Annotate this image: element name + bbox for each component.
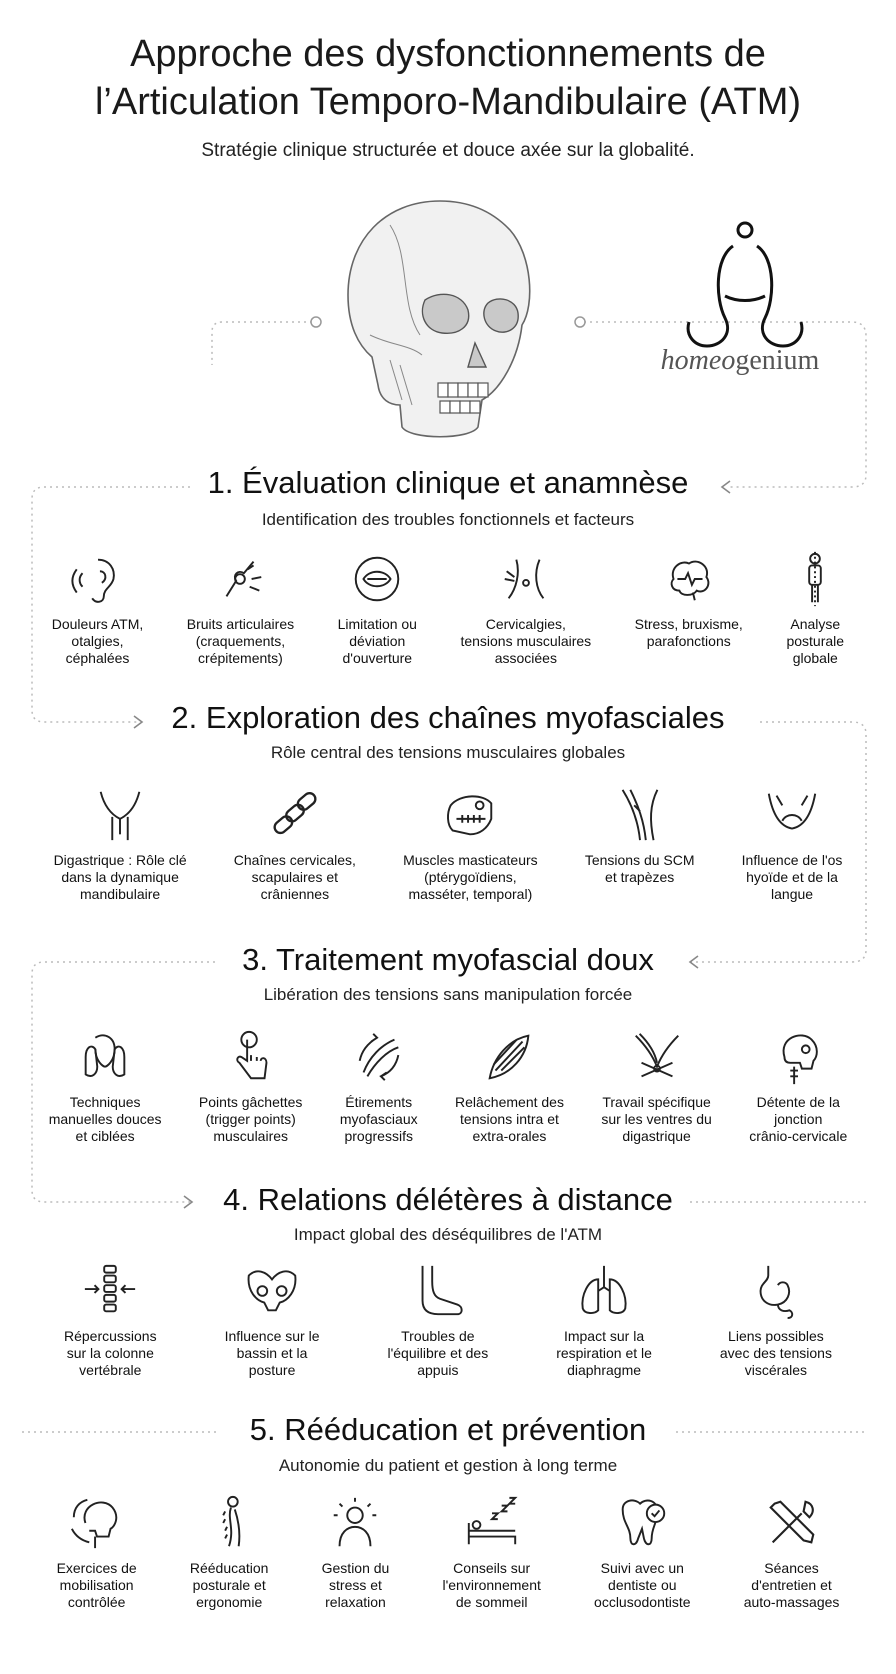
list-item	[190, 1494, 269, 1611]
list-item	[744, 1494, 840, 1611]
item-label: Relâchement des tensions intra et extra-orales	[455, 1094, 564, 1144]
item-label: Points gâchettes (trigger points) musculaires	[198, 1094, 303, 1144]
list-item	[322, 1494, 390, 1611]
list-item	[460, 550, 591, 667]
item-label: Liens possibles avec des tensions viscérales	[719, 1328, 832, 1378]
list-item	[455, 1028, 564, 1145]
title-line-1: Approche des dysfonctionnements de	[130, 33, 766, 75]
mouth-icon	[348, 550, 406, 608]
skull-illustration	[330, 195, 550, 445]
list-item	[601, 1028, 712, 1145]
item-label: Influence sur le bassin et la posture	[224, 1328, 320, 1378]
list-item	[556, 1262, 652, 1379]
list-item	[403, 786, 538, 903]
muscle-icon	[480, 1028, 538, 1086]
item-label: Étirements myofasciaux progressifs	[339, 1094, 418, 1144]
hyoid-icon	[763, 786, 821, 844]
list-item	[749, 1028, 847, 1145]
item-label: Limitation ou déviation d'ouverture	[337, 616, 417, 666]
list-item	[64, 1262, 157, 1379]
section-3-subtitle: Libération des tensions sans manipulation forcée	[263, 985, 633, 1004]
item-label: Conseils sur l'environnement de sommeil	[442, 1560, 541, 1610]
neck-icon	[497, 550, 555, 608]
sleep-icon	[463, 1494, 521, 1552]
list-item	[57, 1494, 137, 1611]
head-exercise-icon	[68, 1494, 126, 1552]
page-title	[0, 30, 896, 126]
item-label: Impact sur la respiration et le diaphragme	[556, 1328, 652, 1378]
posture-icon	[786, 550, 844, 608]
list-item	[635, 550, 743, 667]
digastric-icon	[628, 1028, 686, 1086]
section-2-items	[30, 786, 866, 903]
spine-icon	[81, 1262, 139, 1320]
list-item	[338, 550, 417, 667]
list-item	[594, 1494, 691, 1611]
stretch-icon	[350, 1028, 408, 1086]
item-label: Digastrique : Rôle clé dans la dynamique mandibulaire	[53, 852, 187, 902]
finger-press-icon	[222, 1028, 280, 1086]
item-label: Détente de la jonction crânio-cervicale	[749, 1094, 848, 1144]
item-label: Suivi avec un dentiste ou occlusodontiste	[594, 1560, 691, 1610]
item-label: Rééducation posturale et ergonomie	[189, 1560, 269, 1610]
chain-icon	[266, 786, 324, 844]
item-label: Exercices de mobilisation contrôlée	[56, 1560, 137, 1610]
item-label: Influence de l'os hyoïde et de la langue	[741, 852, 843, 902]
skull-profile-icon	[769, 1028, 827, 1086]
jaw-icon	[441, 786, 499, 844]
logo-word-rest: genium	[735, 345, 820, 376]
list-item	[720, 1262, 832, 1379]
tooth-check-icon	[613, 1494, 671, 1552]
tools-icon	[763, 1494, 821, 1552]
section-3-items	[30, 1028, 866, 1145]
item-label: Muscles masticateurs (ptérygoïdiens, masséter, temporal)	[403, 852, 538, 902]
relax-icon	[326, 1494, 384, 1552]
logo-wordmark	[640, 345, 840, 377]
item-label: Stress, bruxisme, parafonctions	[634, 616, 743, 649]
section-3-title: 3. Traitement myofascial doux	[242, 942, 654, 977]
throat-icon	[91, 786, 149, 844]
list-item	[49, 1028, 162, 1145]
joint-noise-icon	[211, 550, 269, 608]
list-item	[234, 786, 356, 903]
list-item	[786, 550, 844, 667]
section-5-items	[30, 1494, 866, 1611]
logo-word-italic: homeo	[660, 345, 736, 376]
pelvis-icon	[243, 1262, 301, 1320]
item-label: Séances d'entretien et auto-massages	[743, 1560, 840, 1610]
list-item	[225, 1262, 320, 1379]
brain-icon	[660, 550, 718, 608]
item-label: Tensions du SCM et trapèzes	[584, 852, 695, 885]
list-item	[52, 550, 144, 667]
item-label: Douleurs ATM, otalgies, céphalées	[51, 616, 144, 666]
item-label: Analyse posturale globale	[786, 616, 845, 666]
stomach-icon	[747, 1262, 805, 1320]
section-1-items	[30, 550, 866, 667]
ear-icon	[69, 550, 127, 608]
spine-posture-icon	[200, 1494, 258, 1552]
title-line-2: l’Articulation Temporo-Mandibulaire (ATM)	[94, 81, 802, 123]
lungs-icon	[575, 1262, 633, 1320]
section-5-title: 5. Rééducation et prévention	[249, 1412, 647, 1447]
hands-icon	[76, 1028, 134, 1086]
list-item	[187, 550, 294, 667]
list-item	[54, 786, 187, 903]
item-label: Répercussions sur la colonne vertébrale	[63, 1328, 157, 1378]
section-4-title: 4. Relations délétères à distance	[223, 1182, 673, 1217]
item-label: Cervicalgies, tensions musculaires associées	[460, 616, 592, 666]
section-1-subtitle: Identification des troubles fonctionnels et facteurs	[261, 510, 635, 529]
section-5-subtitle: Autonomie du patient et gestion à long terme	[278, 1456, 618, 1475]
item-label: Bruits articulaires (craquements, crépitements)	[186, 616, 295, 666]
item-label: Chaînes cervicales, scapulaires et crâniennes	[233, 852, 356, 902]
item-label: Travail spécifique sur les ventres du digastrique	[601, 1094, 712, 1144]
page-subtitle: Stratégie clinique structurée et douce axée sur la globalité.	[201, 140, 695, 161]
section-2-subtitle: Rôle central des tensions musculaires globales	[270, 743, 626, 762]
foot-icon	[409, 1262, 467, 1320]
item-label: Gestion du stress et relaxation	[321, 1560, 390, 1610]
item-label: Troubles de l'équilibre et des appuis	[387, 1328, 489, 1378]
list-item	[387, 1262, 488, 1379]
list-item	[742, 786, 843, 903]
item-label: Techniques manuelles douces et ciblées	[48, 1094, 162, 1144]
list-item	[340, 1028, 418, 1145]
section-2-title: 2. Exploration des chaînes myofasciales	[171, 700, 725, 735]
list-item	[585, 786, 695, 903]
scm-muscle-icon	[611, 786, 669, 844]
section-1-title: 1. Évaluation clinique et anamnèse	[207, 465, 689, 500]
section-4-subtitle: Impact global des déséquilibres de l'ATM	[293, 1225, 603, 1244]
list-item	[442, 1494, 540, 1611]
list-item	[199, 1028, 303, 1145]
section-4-items	[30, 1262, 866, 1379]
